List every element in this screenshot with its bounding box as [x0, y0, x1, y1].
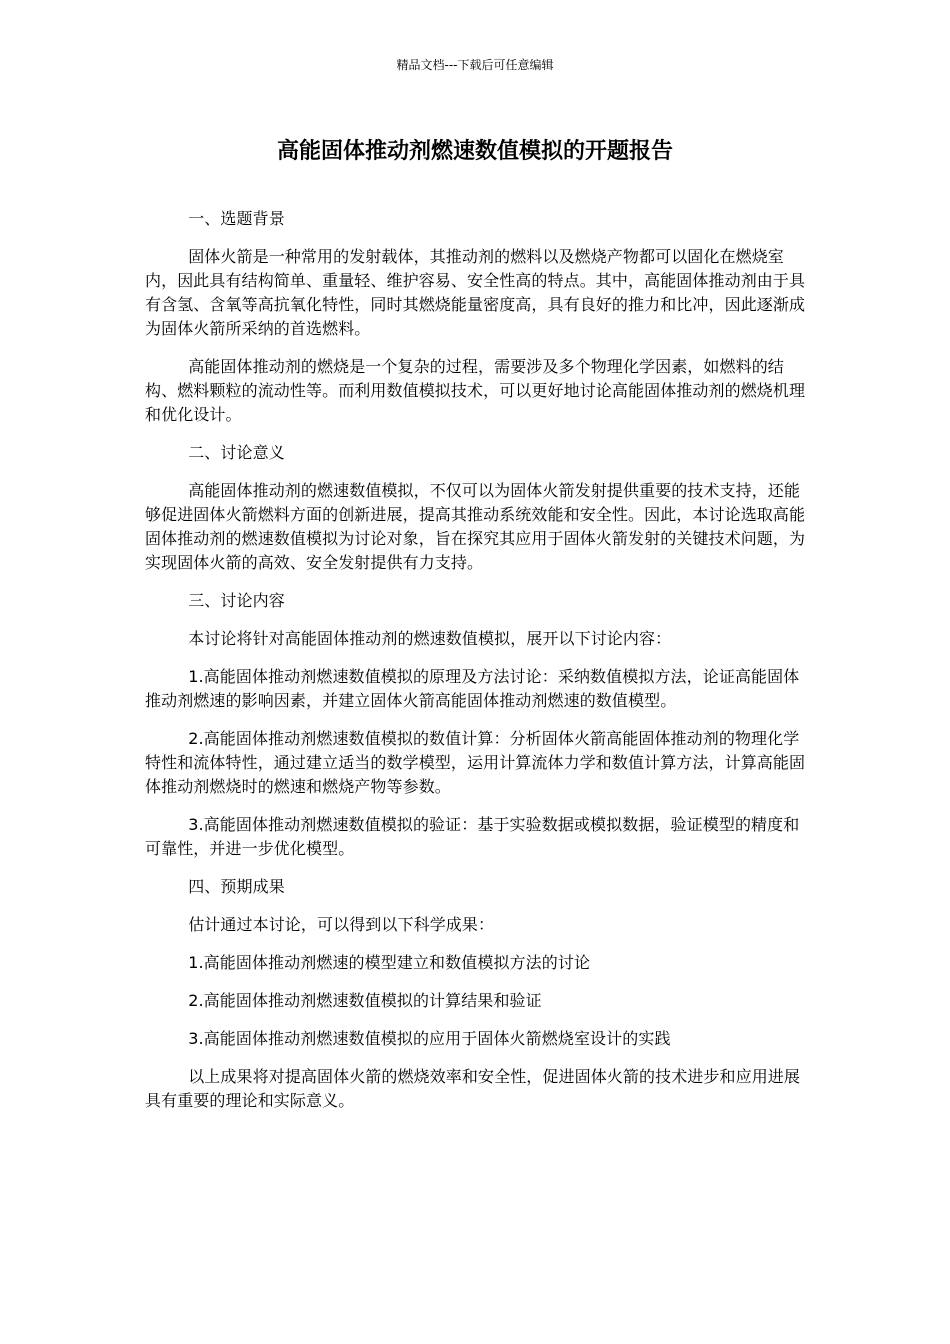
paragraph: 以上成果将对提高固体火箭的燃烧效率和安全性，促进固体火箭的技术进步和应用进展具有重要的理论和实际意义。 [145, 1067, 800, 1110]
paragraph: 高能固体推动剂的燃烧是一个复杂的过程，需要涉及多个物理化学因素，如燃料的结构、燃料颗粒的流动性等。而利用数值模拟技术，可以更好地讨论高能固体推动剂的燃烧机理和优化设计。 [145, 357, 806, 424]
paragraph: 本讨论将针对高能固体推动剂的燃速数值模拟，展开以下讨论内容： [188, 629, 672, 648]
document-title: 高能固体推动剂燃速数值模拟的开题报告 [276, 139, 673, 164]
section-heading-results: 四、预期成果 [188, 877, 285, 896]
list-item: 2.高能固体推动剂燃速数值模拟的数值计算：分析固体火箭高能固体推动剂的物理化学特性和流体特性，通过建立适当的数学模型，运用计算流体力学和数值计算方法，计算高能固体推动剂燃烧时的燃速和燃烧产物等参数。 [145, 729, 806, 796]
paragraph: 高能固体推动剂的燃速数值模拟，不仅可以为固体火箭发射提供重要的技术支持，还能够促进固体火箭燃料方面的创新进展，提高其推动系统效能和安全性。因此，本讨论选取高能固体推动剂的燃速数值模拟为讨论对象，旨在探究其应用于固体火箭发射的关键技术问题，为实现固体火箭的高效、安全发射提供有力支持。 [145, 481, 806, 572]
list-item: 3.高能固体推动剂燃速数值模拟的验证：基于实验数据或模拟数据，验证模型的精度和可靠性，并进一步优化模型。 [145, 815, 800, 858]
section-heading-content: 三、讨论内容 [188, 591, 285, 610]
list-item: 1.高能固体推动剂燃速的模型建立和数值模拟方法的讨论 [188, 953, 591, 972]
header-note: 精品文档---下载后可任意编辑 [396, 58, 554, 72]
paragraph: 估计通过本讨论，可以得到以下科学成果： [188, 915, 495, 934]
section-heading-background: 一、选题背景 [188, 209, 285, 228]
document-body [145, 207, 810, 1127]
list-item: 2.高能固体推动剂燃速数值模拟的计算结果和验证 [188, 991, 542, 1010]
paragraph: 固体火箭是一种常用的发射载体，其推动剂的燃料以及燃烧产物都可以固化在燃烧室内，因此具有结构简单、重量轻、维护容易、安全性高的特点。其中，高能固体推动剂由于具有含氢、含氧等高抗氧化特性，同时其燃烧能量密度高，具有良好的推力和比冲，因此逐渐成为固体火箭所采纳的首选燃料。 [145, 247, 806, 338]
list-item: 3.高能固体推动剂燃速数值模拟的应用于固体火箭燃烧室设计的实践 [188, 1029, 671, 1048]
section-heading-significance: 二、讨论意义 [188, 443, 285, 462]
list-item: 1.高能固体推动剂燃速数值模拟的原理及方法讨论：采纳数值模拟方法，论证高能固体推动剂燃速的影响因素，并建立固体火箭高能固体推动剂燃速的数值模型。 [145, 667, 800, 710]
